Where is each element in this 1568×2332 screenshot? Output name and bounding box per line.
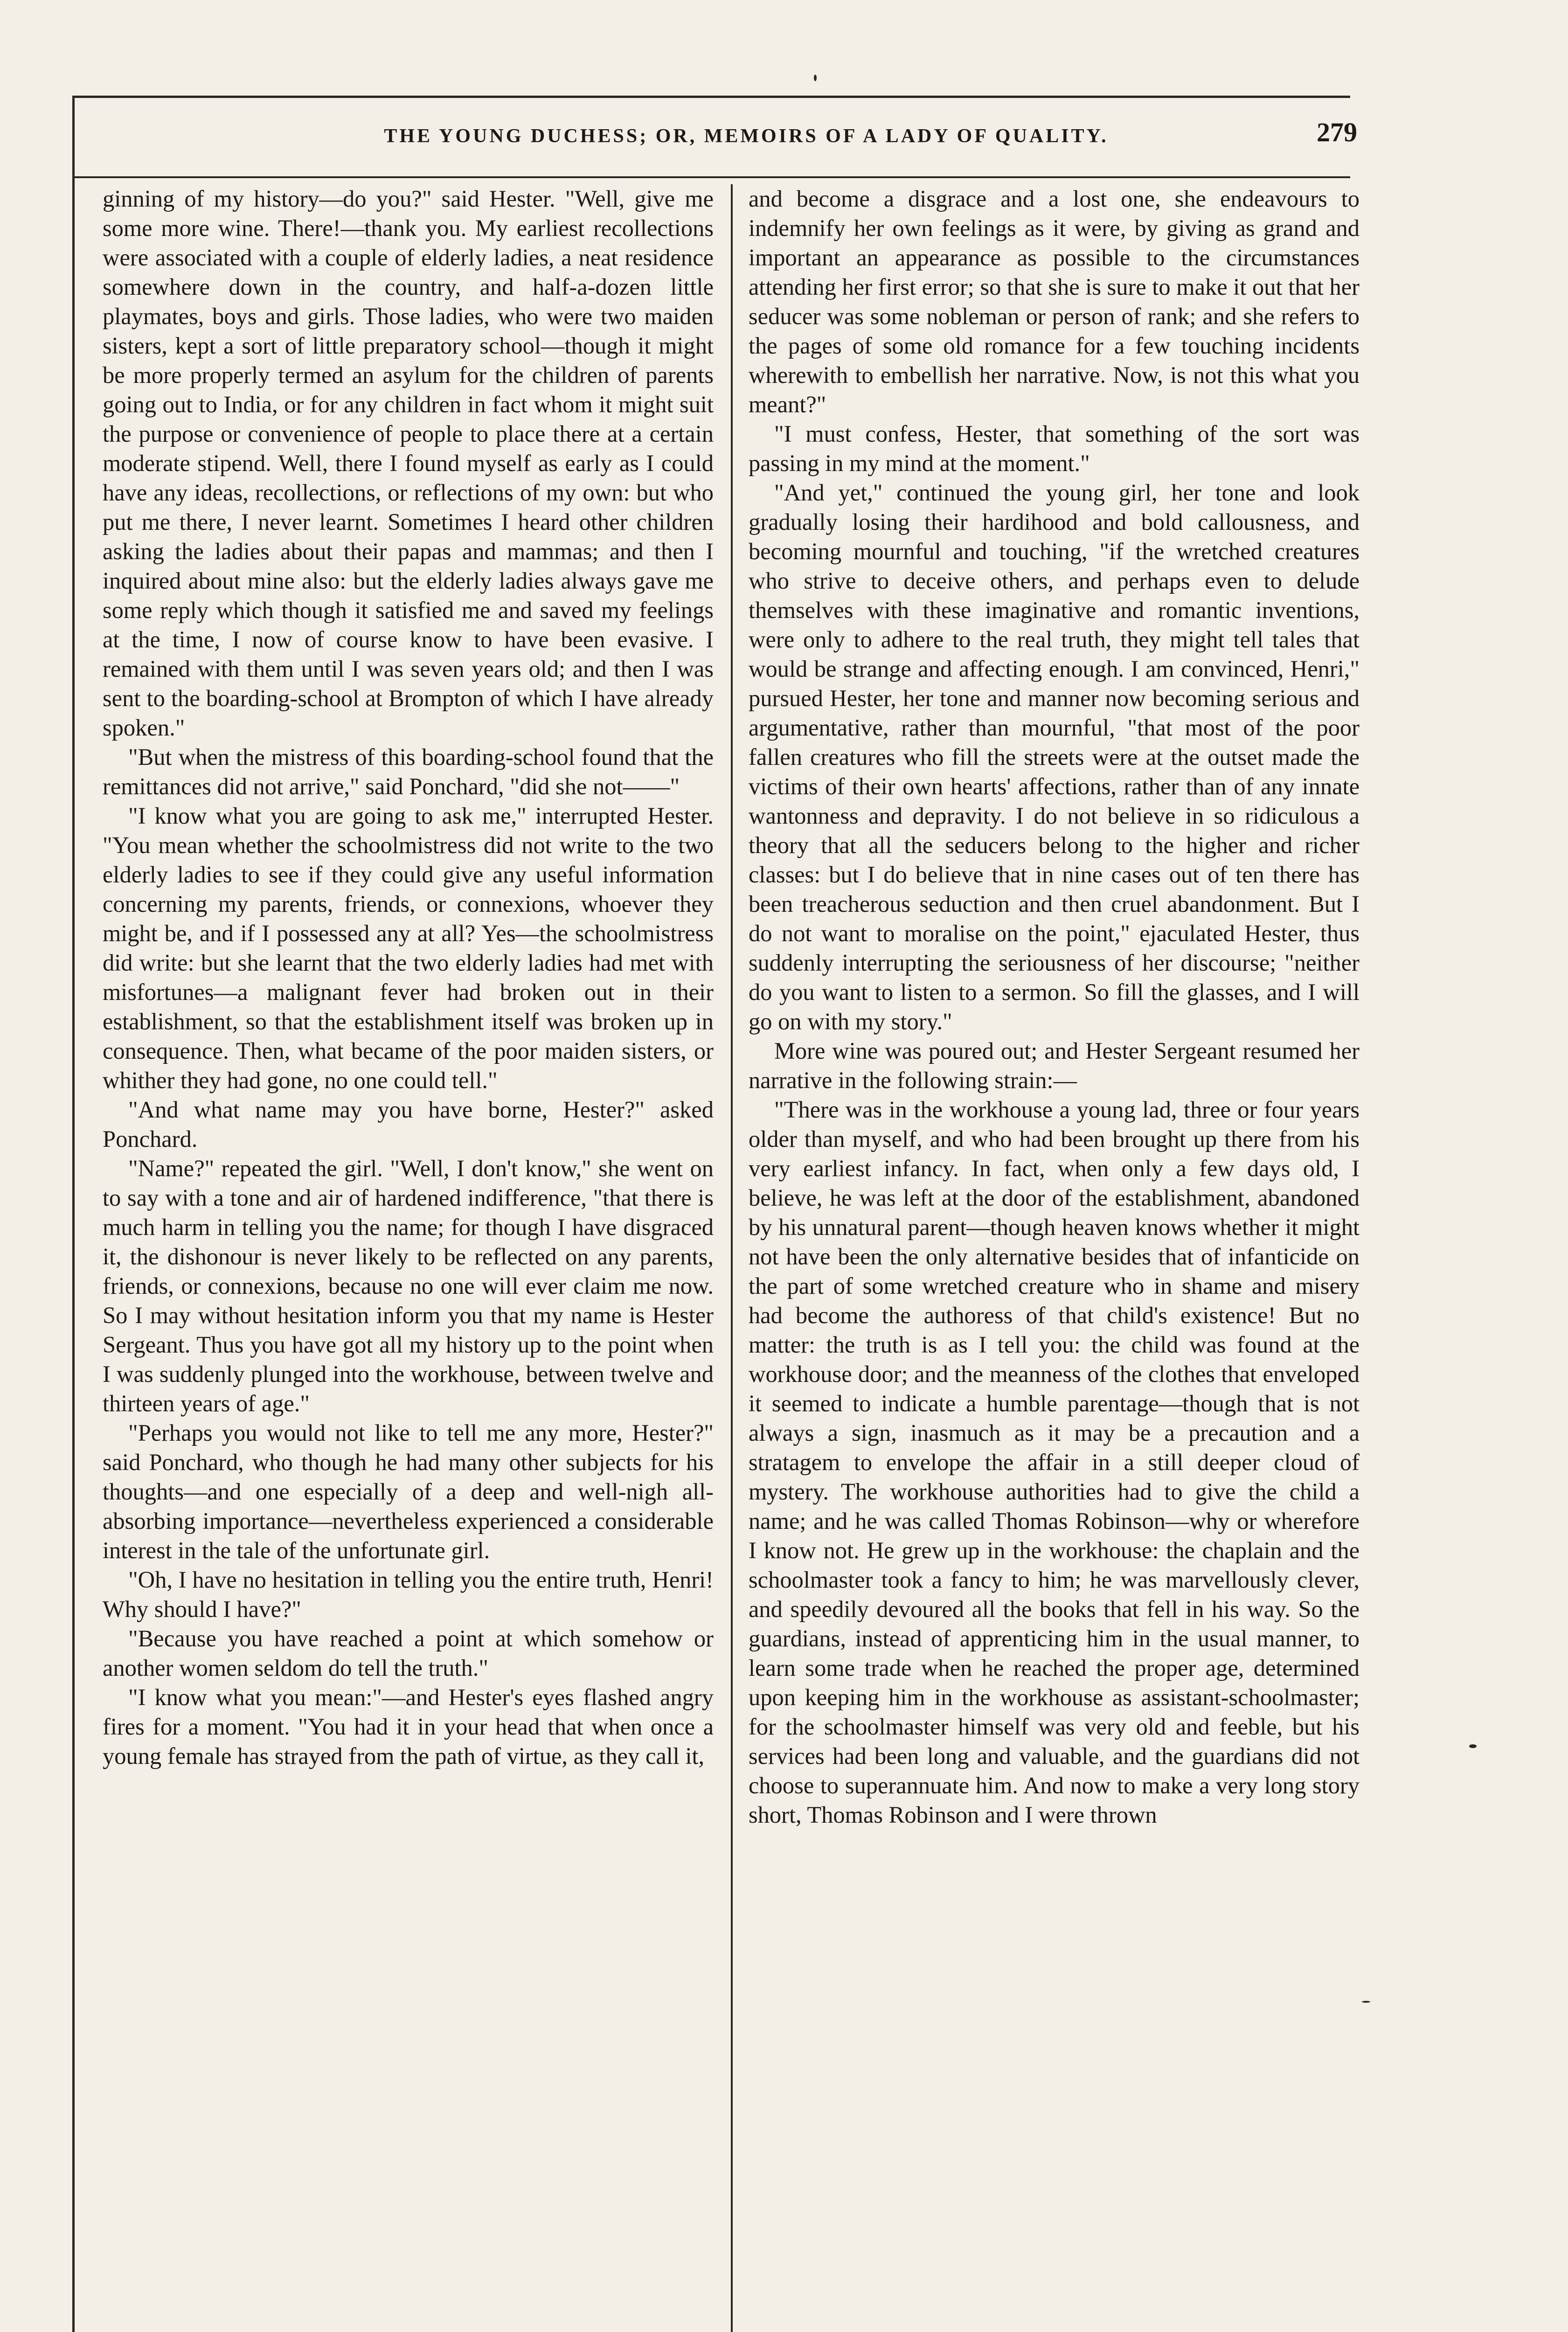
paragraph: "Because you have reached a point at which somehow or another women seldom do tell the truth." — [103, 1625, 714, 1681]
paragraph: and become a disgrace and a lost one, she endeavours to indemnify her own feelings as it were, by giving as grand and important an appearance as possible to the circumstances attending her first error; so that she is sure to make it out that her seducer was some nobleman or person of rank; and she refers to the pages of some old romance for a few touching incidents wherewith to embellish her narrative. Now, is not this what you meant?" — [749, 186, 1360, 417]
column-divider — [731, 184, 733, 2332]
paragraph: "I know what you mean:"—and Hester's eyes flashed angry fires for a moment. "You had it in your head that when once a young female has strayed from the path of virtue, as they call it, — [103, 1684, 714, 1769]
paragraph: "Perhaps you would not like to tell me any more, Hester?" said Ponchard, who though he had many other subjects for his thoughts—and one especially of a deep and well-nigh all-absorbing importance—nevertheless experienced a considerable interest in the tale of the unfortunate girl. — [103, 1420, 714, 1563]
paragraph: "There was in the workhouse a young lad, three or four years older than myself, and who had been brought up there from his very earliest infancy. In fact, when only a few days old, I believe, he was left at the door of the establishment, abandoned by his unnatural parent—though heaven knows whether it might not have been the only alternative besides that of infanticide on the part of some wretched creature who in shame and misery had become the authoress of that child's existence! But no matter: the truth is as I tell you: the child was found at the workhouse door; and the meanness of the clothes that enveloped it seemed to indicate a humble parentage—though that is not always a sign, inasmuch as it may be a precaution and a stratagem to envelope the affair in a still deeper cloud of mystery. The workhouse authorities had to give the child a name; and he was called Thomas Robinson—why or wherefore I know not. He grew up in the workhouse: the chaplain and the schoolmaster took a fancy to him; he was marvellously clever, and speedily devoured all the books that fell in his way. So the guardians, instead of apprenticing him in the usual manner, to learn some trade when he reached the proper age, determined upon keeping him in the workhouse as assistant-schoolmaster; for the schoolmaster himself was very old and feeble, but his services had been long and valuable, and the guardians did not choose to superannuate him. And now to make a very long story short, Thomas Robinson and I were thrown — [749, 1097, 1360, 1828]
paragraph: "I must confess, Hester, that something of the sort was passing in my mind at the moment." — [749, 421, 1360, 476]
ink-speck — [1362, 2001, 1370, 2003]
paragraph: "Name?" repeated the girl. "Well, I don't know," she went on to say with a tone and air of hardened indifference, "that there is much harm in telling you the name; for though I have disgraced it, the dishonour is never likely to be reflected on any parents, friends, or connexions, because no one will ever claim me now. So I may without hesitation inform you that my name is Hester Sergeant. Thus you have got all my history up to the point when I was suddenly plunged into the workhouse, between twelve and thirteen years of age." — [103, 1155, 714, 1416]
paragraph: ginning of my history—do you?" said Hester. "Well, give me some more wine. There!—thank you. My earliest recollections were associated with a couple of elderly ladies, a neat residence somewhere down in the country, and half-a-dozen little playmates, boys and girls. Those ladies, who were two maiden sisters, kept a sort of little preparatory school—though it might be more properly termed an asylum for the children of parents going out to India, or for any children in fact whom it might suit the purpose or convenience of people to place there at a certain moderate stipend. Well, there I found myself as early as I could have any ideas, recollections, or reflections of my own: but who put me there, I never learnt. Sometimes I heard other children asking the ladies about their papas and mammas; and then I inquired about mine also: but the elderly ladies always gave me some reply which though it satisfied me and saved my feelings at the time, I now of course know to have been evasive. I remained with them until I was seven years old; and then I was sent to the boarding-school at Brompton of which I have already spoken." — [103, 186, 714, 741]
ink-speck — [1469, 1744, 1477, 1748]
paragraph: "I know what you are going to ask me," interrupted Hester. "You mean whether the schoolmistress did not write to the two elderly ladies to see if they could give any useful information concerning my parents, friends, or connexions, whoever they might be, and if I possessed any at all? Yes—the schoolmistress did write: but she learnt that the two elderly ladies had met with misfortunes—a malignant fever had broken out in their establishment, so that the establishment itself was broken up in consequence. Then, what became of the poor maiden sisters, or whither they had gone, no one could tell." — [103, 803, 714, 1093]
paragraph: "And what name may you have borne, Hester?" asked Ponchard. — [103, 1097, 714, 1152]
paragraph: "Oh, I have no hesitation in telling you the entire truth, Henri! Why should I have?" — [103, 1567, 714, 1622]
paragraph: "And yet," continued the young girl, her tone and look gradually losing their hardihood and bold callousness, and becoming mournful and touching, "if the wretched creatures who strive to deceive others, and perhaps even to delude themselves with these imaginative and romantic inventions, were only to adhere to the real truth, they might tell tales that would be strange and affecting enough. I am convinced, Henri," pursued Hester, her tone and manner now becoming serious and argumentative, rather than mournful, "that most of the poor fallen creatures who fill the streets were at the outset made the victims of their own hearts' affections, rather than of any innate wantonness and depravity. I do not believe in so ridiculous a theory that all the seducers belong to the higher and richer classes: but I do believe that in nine cases out of ten there has been treacherous seduction and then cruel abandonment. But I do not want to moralise on the point," ejaculated Hester, thus suddenly interrupting the seriousness of her discourse; "neither do you want to listen to a sermon. So fill the glasses, and I will go on with my story." — [749, 479, 1360, 1034]
paragraph: "But when the mistress of this boarding-school found that the remittances did not arrive," said Ponchard, "did she not——" — [103, 744, 714, 799]
right-column — [749, 184, 1360, 2332]
page-number: 279 — [1317, 117, 1357, 147]
ink-speck — [814, 75, 817, 81]
header-rule — [72, 176, 1350, 178]
running-title: THE YOUNG DUCHESS; OR, MEMOIRS OF A LADY OF QUALITY. — [384, 125, 1109, 147]
paragraph: More wine was poured out; and Hester Sergeant resumed her narrative in the following strain:— — [749, 1038, 1360, 1093]
left-column — [103, 184, 714, 2332]
